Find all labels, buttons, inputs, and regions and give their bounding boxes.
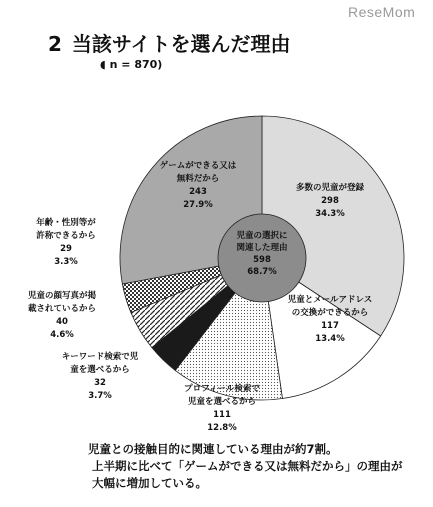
sample-size-icon: ◖: [100, 58, 110, 71]
note-line-3: 大幅に増加している。: [92, 476, 207, 490]
slice-label: キーワード検索で児童を選べるから 32 3.7%: [61, 352, 139, 401]
resemom-watermark: ReseMom: [348, 4, 416, 20]
section-number: 2: [48, 32, 62, 56]
slice-label: プロフィール検索で児童を選べるから 111 12.8%: [184, 384, 260, 433]
inner-group-label: 児童の選択に関連した理由 598 68.7%: [236, 231, 288, 277]
slice-label: 児童とメールアドレスの交換ができるから 117 13.4%: [287, 295, 373, 344]
slice-label: ゲームができる又は無料だから 243 27.9%: [159, 161, 237, 210]
note-line-1: 児童との接触目的に関連している理由が約7割。: [88, 442, 338, 456]
sample-size-label: ◖ n = 870): [100, 58, 163, 71]
chart-title: 当該サイトを選んだ理由: [71, 32, 291, 56]
slice-label: 児童の顔写真が掲載されているから 40 4.6%: [27, 291, 97, 340]
slice-label: 年齢・性別等が許称できるから 29 3.3%: [36, 218, 96, 267]
slice-label: 多数の児童が登録 298 34.3%: [295, 183, 365, 219]
note-line-2: 上半期に比べて「ゲームができる又は無料だから」の理由が: [92, 459, 403, 473]
